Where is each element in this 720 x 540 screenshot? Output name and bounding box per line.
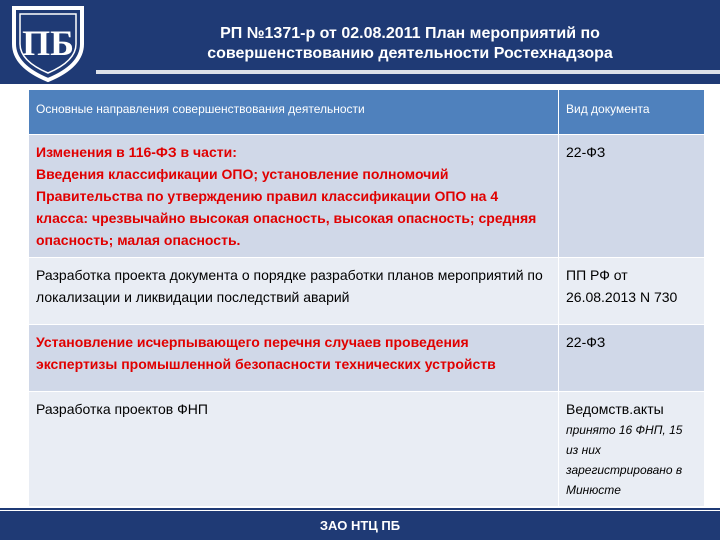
- direction-cell: Разработка проектов ФНП: [29, 392, 559, 507]
- table-row: [29, 392, 705, 507]
- footer-company: ЗАО НТЦ ПБ: [0, 511, 720, 540]
- direction-cell: Установление исчерпывающего перечня случаев проведения экспертизы промышленной безопасности технических устройств: [29, 325, 559, 392]
- column-header-direction: Основные направления совершенствования деятельности: [29, 90, 559, 135]
- doc-type-cell: 22-ФЗ: [559, 325, 705, 392]
- direction-cell: Разработка проекта документа о порядке разработки планов мероприятий по локализации и ликвидации последствий аварий: [29, 258, 559, 325]
- table-row: [29, 135, 705, 258]
- doc-type-cell: 22-ФЗ: [559, 135, 705, 258]
- slide-header: [0, 0, 720, 84]
- doc-type-label: Ведомств.акты: [566, 401, 664, 417]
- footer-divider: [0, 508, 720, 510]
- column-header-doc-type: Вид документа: [559, 90, 705, 135]
- company-logo: [0, 0, 96, 84]
- table-row: [29, 325, 705, 392]
- logo-text: ПБ: [22, 23, 74, 63]
- doc-type-cell: ПП РФ от 26.08.2013 N 730: [559, 258, 705, 325]
- title-line-2: совершенствованию деятельности Ростехнадзора: [207, 45, 613, 62]
- measures-table: [28, 89, 705, 507]
- direction-cell: Изменения в 116-ФЗ в части: Введения классификации ОПО; установление полномочий Правительства по утверждению правил классификации ОПО на 4 класса: чрезвычайно высокая опасность, высокая опасность; средняя опасность; малая опасность.: [29, 135, 559, 258]
- table-header-row: [29, 90, 705, 135]
- title-line-1: РП №1371-р от 02.08.2011 План мероприятий по: [220, 25, 600, 42]
- doc-type-note: принято 16 ФНП, 15 из них зарегистрировано в Минюсте: [566, 423, 683, 497]
- doc-type-cell: [559, 392, 705, 507]
- header-stripe: [92, 70, 720, 74]
- page-title: [140, 24, 680, 64]
- table-row: [29, 258, 705, 325]
